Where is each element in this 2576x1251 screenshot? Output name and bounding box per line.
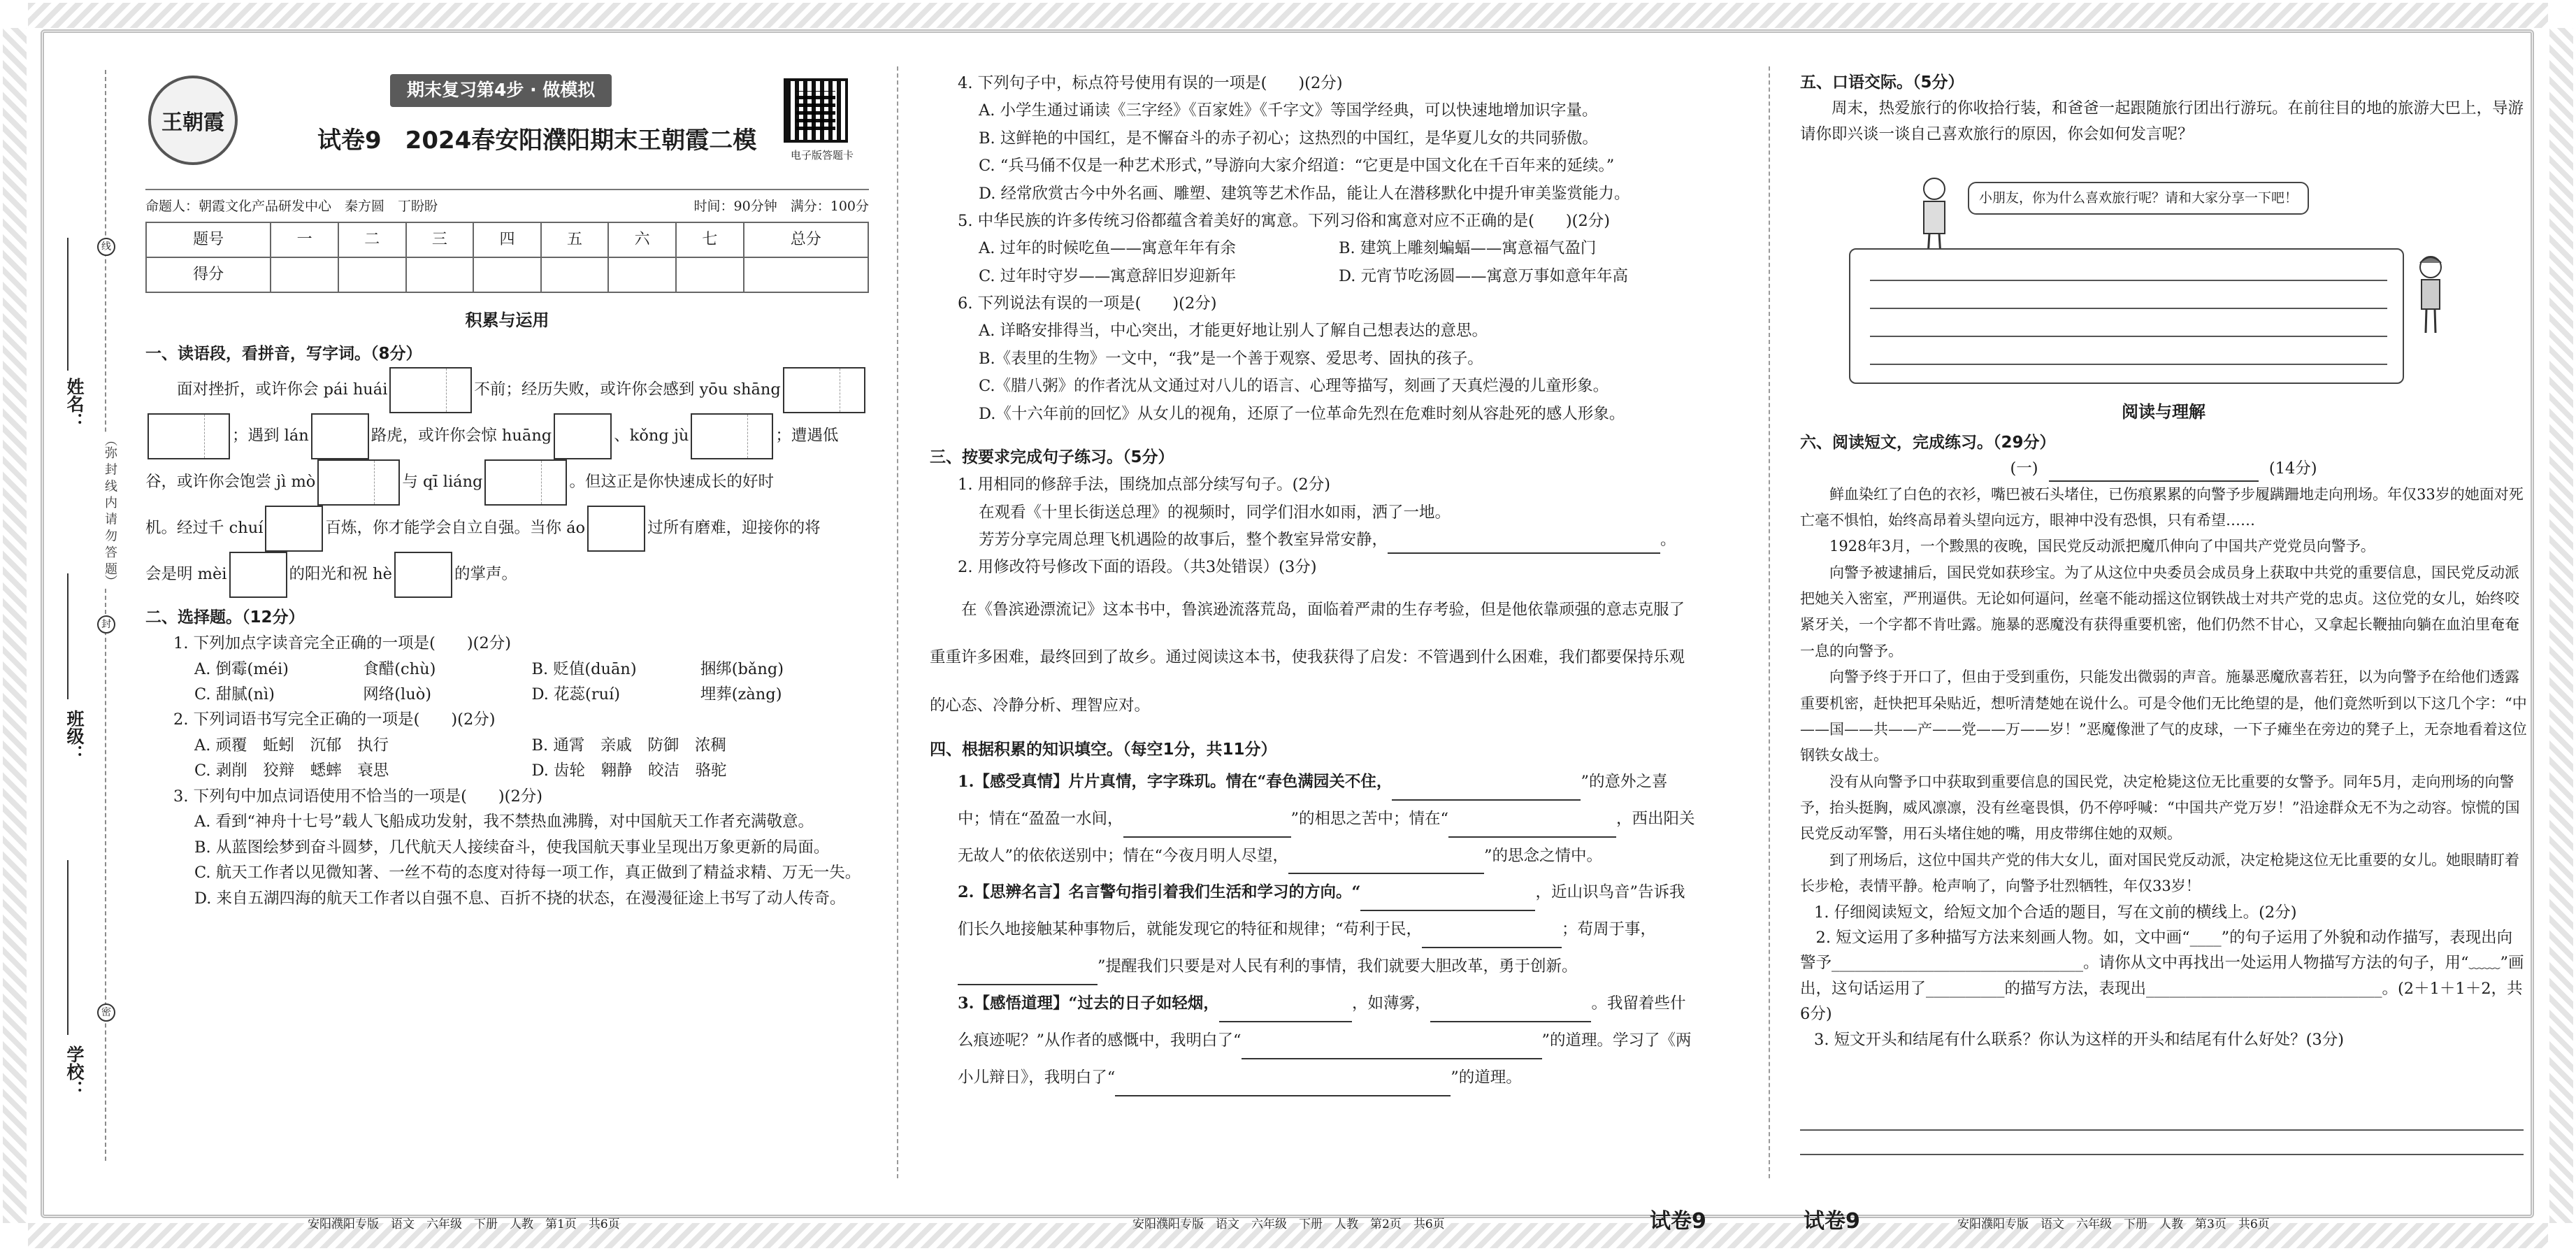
school-field[interactable] <box>67 860 69 1035</box>
fill-blank-2: 2.【思辨名言】名言警句指引着我们生活和学习的方向。“ ，近山识鸟音”告诉我们长久地接触某种事物后，就能发现它的特征和规律；“苟利于民， ；苟周于事，”提醒我们只要是对人民有利的事情，我们就要大胆改革，勇于创新。 <box>958 874 1699 985</box>
answer-line <box>1870 364 2387 365</box>
passage-paragraph: 到了刑场后，这位中国共产党的伟大女儿，面对国民党反动派，决定枪毙这位无比重要的女儿。她眼睛盯着长步枪，表情平静。枪声响了，向警予壮烈牺牲，年仅33岁！ <box>1800 851 2519 895</box>
reading-question: 3. 短文开头和结尾有什么联系？你认为这样的开头和结尾有什么好处？(3分) <box>1814 1030 2344 1049</box>
answer-blank[interactable] <box>1422 947 1562 948</box>
passage-paragraph: 向警予被逮捕后，国民党如获珍宝。为了从这位中央委员会成员身上获取中共党的重要信息，国民党反动派把她关入密室，严刑逼供。无论如何逼问，丝毫不能动摇这位钢铁战士对共产党的忠贞。这位党的女儿，始终咬紧牙关，一个字都不肯吐露。施暴的恶魔没有获得重要机密，他们仍然不甘心，又拿起长鞭抽向躺在血泊里奄奄一息的向警予。 <box>1800 564 2519 659</box>
options: A. 顽覆 蚯蚓 沉郁 执行 B. 通霄 亲戚 防御 浓稠 C. 剥削 狡辩 蟋蟀 衰思 D. 齿轮 翱静 皎洁 骆驼 <box>194 736 727 780</box>
paper-title: 试卷9 2024春安阳濮阳期末王朝霞二模 <box>317 127 757 155</box>
option: A. 小学生通过诵读《三字经》《百家姓》《千字文》等国学经典，可以快速地增加识字量。 <box>979 101 1598 120</box>
qr-label: 电子版答题卡 <box>790 149 854 162</box>
class-field[interactable] <box>67 573 69 699</box>
brand-logo: 王朝霞 <box>148 76 238 165</box>
answer-line <box>1870 280 2387 281</box>
pinyin-passage: 面对挫折，或许你会 pái huái 不前；经历失败，或许你会感到 yōu shāng ；遇到 lán 路虎，或许你会惊 huāng 、kǒng jù ；遭遇低 谷，或许你会饱尝 jì mò 与 qī liáng 。但这正是你快速成长的好时 机。经过千 chuí 百炼，你才能学会自立自强。当你 áo 过所有磨难，迎接你的将 会是明 mèi 的阳光和祝 hè 的掌声。 <box>145 367 869 598</box>
char-grid[interactable] <box>484 459 567 506</box>
column-separator <box>1769 66 1770 1178</box>
page-column-3 <box>1800 70 2527 1161</box>
passage-heading: (一) (14分) <box>1800 456 2527 481</box>
decorative-border-right <box>2549 28 2573 1223</box>
char-grid[interactable] <box>691 413 773 459</box>
answer-line <box>1800 1154 2524 1155</box>
char-grid[interactable] <box>147 413 230 459</box>
revision-passage: 在《鲁滨逊漂流记》这本书中，鲁滨逊流落荒岛，面临着严肃的生存考验，但是他依靠顽强的意志克服了重重许多困难，最终回到了故乡。通过阅读这本书，使我获得了启发：不管遇到什么困难，我们都要保持乐观的心态、冷静分析、理智应对。 <box>930 600 1685 715</box>
char-grid[interactable] <box>317 459 400 506</box>
char-grid[interactable] <box>389 367 472 413</box>
question-heading: 六、阅读短文，完成练习。（29分） <box>1800 433 2056 452</box>
score-cell[interactable] <box>271 257 338 292</box>
answer-line <box>1870 308 2387 309</box>
page-column-2 <box>930 70 1699 1161</box>
question-heading: 二、选择题。（12分） <box>145 608 305 627</box>
class-label: 班级： <box>64 710 85 762</box>
char-grid[interactable] <box>554 413 612 459</box>
option: C. “兵马俑不仅是一种艺术形式，”导游向大家介绍道：“它更是中国文化在千百年来的延续。” <box>979 157 1615 176</box>
page-footer: 安阳濮阳专版 语文 六年级 下册 人教 第3页 共6页 <box>1957 1217 2270 1231</box>
score-header-cell: 二 <box>338 222 406 257</box>
question-text: 2. 用修改符号修改下面的语段。（共3处错误）(3分) <box>958 558 1317 577</box>
section-title: 阅读与理解 <box>2122 402 2206 422</box>
option: B. 从蓝图绘梦到奋斗圆梦，几代航天人接续奋斗，使我国航天事业呈现出万象更新的局面。 <box>194 838 830 857</box>
score-cell[interactable] <box>744 257 868 292</box>
score-header-cell: 总分 <box>744 222 868 257</box>
speech-bubble: 小朋友，你为什么喜欢旅行呢？请和大家分享一下吧！ <box>1968 182 2309 215</box>
column-separator <box>897 66 898 1178</box>
option: D.《十六年前的回忆》从女儿的视角，还原了一位革命先烈在危难时刻从容赴死的感人形象。 <box>979 404 1625 423</box>
question-text: 2. 下列词语书写完全正确的一项是( )(2分) <box>173 710 496 729</box>
question-heading: 一、读语段，看拼音，写字词。（8分） <box>145 344 422 363</box>
passage-paragraph: 向警予终于开口了，但由于受到重伤，只能发出微弱的声音。施暴恶魔欣喜若狂，以为向警予在给他们透露重要机密，赶快把耳朵贴近，想听清楚她在说什么。可是令他们无比绝望的是，他们竟然听到以下这几个字：“中——国——共——产——党——万——岁！”恶魔像泄了气的皮球，一下子瘫坐在旁边的凳子上，无奈地看着这位钢铁女战士。 <box>1800 669 2527 764</box>
question-heading: 五、口语交际。（5分） <box>1800 73 1964 92</box>
score-header-cell: 一 <box>271 222 338 257</box>
reading-section <box>1800 399 2527 1052</box>
answer-blank[interactable] <box>1123 836 1291 838</box>
paper-meta <box>145 196 869 217</box>
char-grid[interactable] <box>394 552 452 598</box>
option: B. 这鲜艳的中国红，是不懈奋斗的赤子初心；这热烈的中国红，是华夏儿女的共同骄傲。 <box>979 129 1598 148</box>
option: A. 看到“神舟十七号”载人飞船成功发射，我不禁热血沸腾，对中国航天工作者充满敬意。 <box>194 813 814 831</box>
passage-paragraph: 1928年3月，一个黢黑的夜晚，国民党反动派把魔爪伸向了中国共产党党员向警予。 <box>1829 538 2375 555</box>
options: A. 倒霉(méi) 食醋(chù) B. 贬值(duān) 捆绑(bǎng) C. 甜腻(nì) 网络(luò) D. 花蕊(ruí) 埋葬(zàng) <box>194 659 784 704</box>
reading-question: 2. 短文运用了多种描写方法来刻画人物。如，文中画“____”的句子运用了外貌和动作描写，表现出向警予________________________________。请你从文中再找出一处运用人物描写方法的句子，用“﹏﹏”画出，这句话运用了__________的描写方法，表现出______________________________。(2＋1＋1＋2，共6分) <box>1800 929 2524 1024</box>
name-field[interactable] <box>67 238 69 371</box>
question-heading: 三、按要求完成句子练习。（5分） <box>930 448 1174 466</box>
option: C.《腊八粥》的作者沈从文通过对八儿的语言、心理等描写，刻画了天真烂漫的儿童形象。 <box>979 377 1609 396</box>
option: C. 航天工作者以见微知著、一丝不苟的态度对待每一项工作，真正做到了精益求精、万无一失。 <box>194 864 861 882</box>
question-text: 3. 下列句中加点词语使用不恰当的一项是( )(2分) <box>173 787 543 806</box>
seal-mark-secret: 密 <box>97 1003 115 1022</box>
score-header-cell: 七 <box>676 222 744 257</box>
score-header-cell: 六 <box>608 222 676 257</box>
example-sentence: 在观看《十里长街送总理》的视频时，同学们泪水如雨，洒了一地。 <box>979 503 1451 522</box>
answer-blank[interactable] <box>1448 836 1616 838</box>
page-footer: 安阳濮阳专版 语文 六年级 下册 人教 第2页 共6页 <box>1132 1217 1445 1231</box>
seal-note: （弥 封 线 内 请 勿 答 题） <box>101 434 119 587</box>
option: D. 经常欣赏古今中外名画、雕塑、建筑等艺术作品，能让人在潜移默化中提升审美鉴赏能力。 <box>979 184 1630 203</box>
decorative-border-left <box>3 28 27 1223</box>
question-text: 1. 下列加点字读音完全正确的一项是( )(2分) <box>173 634 512 653</box>
section-title: 积累与运用 <box>465 310 549 330</box>
reading-question: 1. 仔细阅读短文，给短文加个合适的题目，写在文前的横线上。(2分) <box>1814 903 2297 922</box>
char-grid[interactable] <box>265 506 323 552</box>
paper-header <box>145 70 869 190</box>
score-header-cell: 三 <box>406 222 474 257</box>
authors: 命题人：朝霞文化产品研发中心 秦方圆 丁盼盼 <box>145 199 438 214</box>
answer-blank[interactable] <box>1388 552 1660 554</box>
question-text: 5. 中华民族的许多传统习俗都蕴含着美好的寓意。下列习俗和寓意对应不正确的是( )(2分) <box>958 211 1611 230</box>
answer-blank[interactable] <box>1115 1095 1451 1096</box>
reading-passage <box>1800 482 2527 900</box>
page-footer: 安阳濮阳专版 语文 六年级 下册 人教 第1页 共6页 <box>308 1217 620 1231</box>
score-cell[interactable] <box>406 257 474 292</box>
seal-mark-seal: 封 <box>97 615 115 634</box>
answer-blank[interactable] <box>1392 799 1581 801</box>
fill-blank-3: 3.【感悟道理】“过去的日子如轻烟， ，如薄雾， 。我留着些什么痕迹呢？”从作者的感慨中，我明白了“ ”的道理。学习了《两小儿辩日》，我明白了“ ”的道理。 <box>958 985 1699 1096</box>
answer-blank[interactable] <box>1430 1021 1591 1022</box>
option: D. 来自五湖四海的航天工作者以自强不息、百折不挠的状态，在漫漫征途上书写了动人传奇。 <box>194 889 846 908</box>
score-row-label: 得分 <box>146 257 271 292</box>
score-header-cell: 题号 <box>146 222 271 257</box>
char-grid[interactable] <box>229 552 287 598</box>
time-score: 时间：90分钟 满分：100分 <box>693 199 869 214</box>
decorative-border-top <box>28 3 2548 28</box>
score-cell[interactable] <box>608 257 676 292</box>
school-label: 学校： <box>64 1045 85 1098</box>
score-table <box>145 222 869 293</box>
child-illustration <box>2412 252 2449 336</box>
question-text: 6. 下列说法有误的一项是( )(2分) <box>958 294 1217 313</box>
score-cell[interactable] <box>338 257 406 292</box>
question-text: 4. 下列句子中，标点符号使用有误的一项是( )(2分) <box>958 74 1343 92</box>
char-grid[interactable] <box>783 367 865 413</box>
continuation-sentence: 芳芳分享完周总理飞机遇险的故事后，整个教室异常安静， 。 <box>979 527 1699 554</box>
option: B.《表里的生物》一文中，“我”是一个善于观察、爱思考、固执的孩子。 <box>979 349 1483 368</box>
step-banner: 期末复习第4步 · 做模拟 <box>390 74 612 107</box>
score-cell[interactable] <box>473 257 541 292</box>
paper-number: 试卷9 <box>1804 1209 1860 1234</box>
question-text: 周末，热爱旅行的你收拾行装，和爸爸一起跟随旅行团出行游玩。在前往目的地的旅游大巴上，导游请你即兴谈一谈自己喜欢旅行的原因，你会如何发言呢？ <box>1800 99 2524 143</box>
answer-line <box>1870 336 2387 337</box>
score-cell[interactable] <box>541 257 609 292</box>
passage-paragraph: 没有从向警予口中获取到重要信息的国民党，决定枪毙这位无比重要的女警予。同年5月，走向刑场的向警予，抬头挺胸，威风凛凛，没有丝毫畏惧，仍不停呼喊：“中国共产党万岁！”沿途群众无不为之动容。惊慌的国民党反动军警，用石头堵住她的嘴，用皮带绑住她的双颊。 <box>1800 773 2520 843</box>
question-text: 1. 用相同的修辞手法，围绕加点部分续写句子。(2分) <box>958 476 1330 494</box>
name-label: 姓名： <box>64 378 85 430</box>
char-grid[interactable] <box>311 413 369 459</box>
options: A. 过年的时候吃鱼——寓意年年有余 B. 建筑上雕刻蝙蝠——寓意福气盈门 C. 过年时守岁——寓意辞旧岁迎新年 D. 元宵节吃汤圆——寓意万事如意年年高 <box>979 239 1629 285</box>
qr-code-icon[interactable] <box>784 78 848 143</box>
answer-blank[interactable] <box>1360 910 1535 911</box>
fill-blank-1: 1.【感受真情】片片真情，字字珠玑。情在“春色满园关不住， ”的意外之喜中；情在“盈盈一水间， ”的相思之苦中；情在“ ，西出阳关无故人”的依依送别中；情在“今夜月明人尽望， ”的思念之情中。 <box>958 764 1699 875</box>
score-header-cell: 四 <box>473 222 541 257</box>
char-grid[interactable] <box>587 506 645 552</box>
score-header-cell: 五 <box>541 222 609 257</box>
answer-line <box>1800 1129 2524 1131</box>
tour-guide-illustration <box>1915 175 1953 259</box>
passage-paragraph: 鲜血染红了白色的衣衫，嘴巴被石头堵住，已伤痕累累的向警予步履蹒跚地走向刑场。年仅33岁的她面对死亡毫不惧怕，始终高昂着头望向远方，眼神中没有恐惧，只有希望…… <box>1800 485 2524 529</box>
answer-blank[interactable] <box>1219 1021 1352 1022</box>
score-cell[interactable] <box>676 257 744 292</box>
option: A. 详略安排得当，中心突出，才能更好地让别人了解自己想表达的意思。 <box>979 322 1488 341</box>
page-column-1 <box>145 70 869 1161</box>
seal-mark-line: 线 <box>97 238 115 256</box>
answer-blank[interactable] <box>1242 1058 1542 1059</box>
question-heading: 四、根据积累的知识填空。（每空1分，共11分） <box>930 740 1277 759</box>
paper-number: 试卷9 <box>1650 1209 1706 1234</box>
